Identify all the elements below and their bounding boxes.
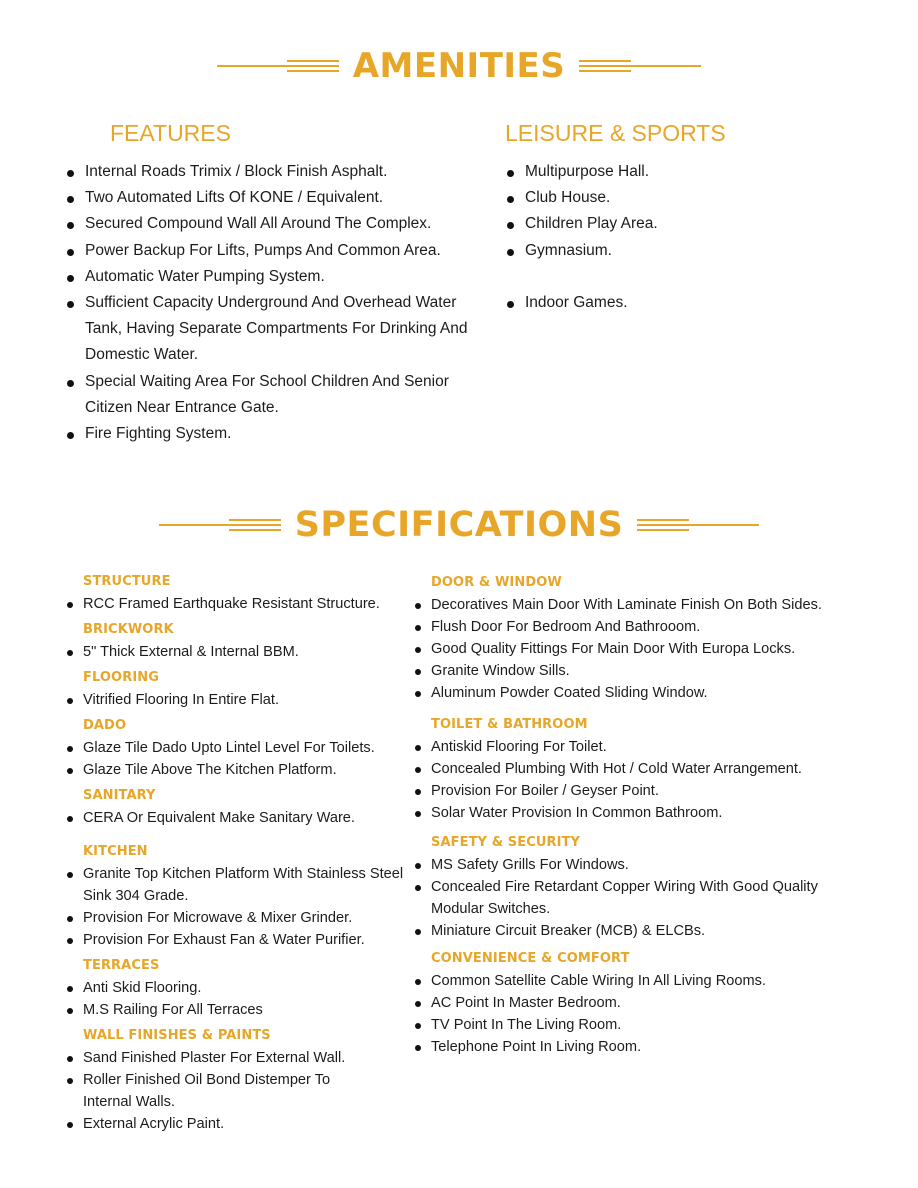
features-list: [67, 159, 487, 447]
list-item: Telephone Point In Living Room.: [414, 1036, 884, 1058]
spec-group-toilet-bathroom: [414, 716, 884, 824]
list-item: Flush Door For Bedroom And Bathrooom.: [414, 616, 884, 638]
spec-group-flooring: [66, 669, 416, 711]
list-item: Glaze Tile Dado Upto Lintel Level For Toilets.: [66, 737, 416, 759]
spec-heading: SANITARY: [83, 788, 156, 803]
spec-heading: WALL FINISHES & PAINTS: [83, 1028, 271, 1043]
spec-group-safety-security: [414, 834, 884, 942]
spec-heading: STRUCTURE: [83, 574, 171, 589]
list-item: TV Point In The Living Room.: [414, 1014, 884, 1036]
list-item: RCC Framed Earthquake Resistant Structure.: [66, 593, 416, 615]
list-item: Club House.: [507, 185, 807, 211]
list-item: Two Automated Lifts Of KONE / Equivalent.: [67, 185, 487, 211]
list-item: Glaze Tile Above The Kitchen Platform.: [66, 759, 416, 781]
list-item: Children Play Area.: [507, 211, 807, 237]
specifications-title: SPECIFICATIONS: [294, 505, 624, 545]
list-item: MS Safety Grills For Windows.: [414, 854, 884, 876]
heading-ornament-right: [579, 58, 701, 74]
list-item: Multipurpose Hall.: [507, 159, 807, 185]
list-item: Indoor Games.: [507, 290, 807, 316]
spec-heading: TERRACES: [83, 958, 160, 973]
list-item: Decoratives Main Door With Laminate Finish On Both Sides.: [414, 594, 884, 616]
specifications-right-column: [414, 574, 884, 1064]
spec-group-structure: [66, 573, 416, 615]
list-item: Fire Fighting System.: [67, 421, 487, 447]
specifications-left-column: [66, 573, 416, 1141]
spec-heading: CONVENIENCE & COMFORT: [431, 951, 630, 966]
list-item: Concealed Plumbing With Hot / Cold Water Arrangement.: [414, 758, 884, 780]
list-item: CERA Or Equivalent Make Sanitary Ware.: [66, 807, 416, 829]
list-item: Sufficient Capacity Underground And Overhead Water Tank, Having Separate Compartments For Drinking And Domestic Water.: [67, 290, 472, 369]
list-item: Anti Skid Flooring.: [66, 977, 416, 999]
heading-ornament-right: [637, 517, 759, 533]
list-item: AC Point In Master Bedroom.: [414, 992, 884, 1014]
list-item: Roller Finished Oil Bond Distemper To Internal Walls.: [66, 1069, 366, 1113]
spec-group-terraces: [66, 957, 416, 1021]
spec-heading: DADO: [83, 718, 127, 733]
list-item: Secured Compound Wall All Around The Complex.: [67, 211, 487, 237]
list-item: Sand Finished Plaster For External Wall.: [66, 1047, 416, 1069]
list-item: Aluminum Powder Coated Sliding Window.: [414, 682, 884, 704]
spec-heading: TOILET & BATHROOM: [431, 717, 588, 732]
spec-group-convenience-comfort: [414, 950, 884, 1058]
list-item: Provision For Boiler / Geyser Point.: [414, 780, 884, 802]
list-item: Granite Window Sills.: [414, 660, 884, 682]
list-item: Concealed Fire Retardant Copper Wiring With Good Quality Modular Switches.: [414, 876, 834, 920]
list-item: Common Satellite Cable Wiring In All Living Rooms.: [414, 970, 884, 992]
list-item: External Acrylic Paint.: [66, 1113, 416, 1135]
heading-ornament-left: [217, 58, 339, 74]
list-item: Internal Roads Trimix / Block Finish Asphalt.: [67, 159, 487, 185]
list-item: Solar Water Provision In Common Bathroom.: [414, 802, 884, 824]
list-item: Power Backup For Lifts, Pumps And Common Area.: [67, 238, 487, 264]
list-item: Special Waiting Area For School Children And Senior Citizen Near Entrance Gate.: [67, 369, 452, 421]
spec-group-wall-finishes: [66, 1027, 416, 1135]
spec-heading: BRICKWORK: [83, 622, 174, 637]
spec-group-kitchen: [66, 843, 416, 951]
specifications-heading: [0, 505, 918, 545]
spec-heading: FLOORING: [83, 670, 160, 685]
list-item: Provision For Exhaust Fan & Water Purifier.: [66, 929, 416, 951]
list-item: Vitrified Flooring In Entire Flat.: [66, 689, 416, 711]
amenities-title: AMENITIES: [352, 46, 566, 86]
spec-group-dado: [66, 717, 416, 781]
amenities-heading: [0, 46, 918, 86]
list-item: Antiskid Flooring For Toilet.: [414, 736, 884, 758]
list-item: 5" Thick External & Internal BBM.: [66, 641, 416, 663]
list-item: M.S Railing For All Terraces: [66, 999, 416, 1021]
heading-ornament-left: [159, 517, 281, 533]
list-item: Miniature Circuit Breaker (MCB) & ELCBs.: [414, 920, 884, 942]
spec-group-door-window: [414, 574, 884, 704]
list-item: Provision For Microwave & Mixer Grinder.: [66, 907, 416, 929]
leisure-sports-list: [507, 159, 807, 316]
features-title: FEATURES: [110, 120, 231, 146]
spec-group-brickwork: [66, 621, 416, 663]
spec-heading: SAFETY & SECURITY: [431, 835, 581, 850]
spec-heading: KITCHEN: [83, 844, 148, 859]
spec-heading: DOOR & WINDOW: [431, 575, 562, 590]
list-item: Gymnasium.: [507, 238, 807, 264]
leisure-sports-title: LEISURE & SPORTS: [505, 120, 726, 146]
spec-group-sanitary: [66, 787, 416, 829]
list-item: Good Quality Fittings For Main Door With Europa Locks.: [414, 638, 884, 660]
list-item: Automatic Water Pumping System.: [67, 264, 487, 290]
list-item: Granite Top Kitchen Platform With Stainless Steel Sink 304 Grade.: [66, 863, 416, 907]
